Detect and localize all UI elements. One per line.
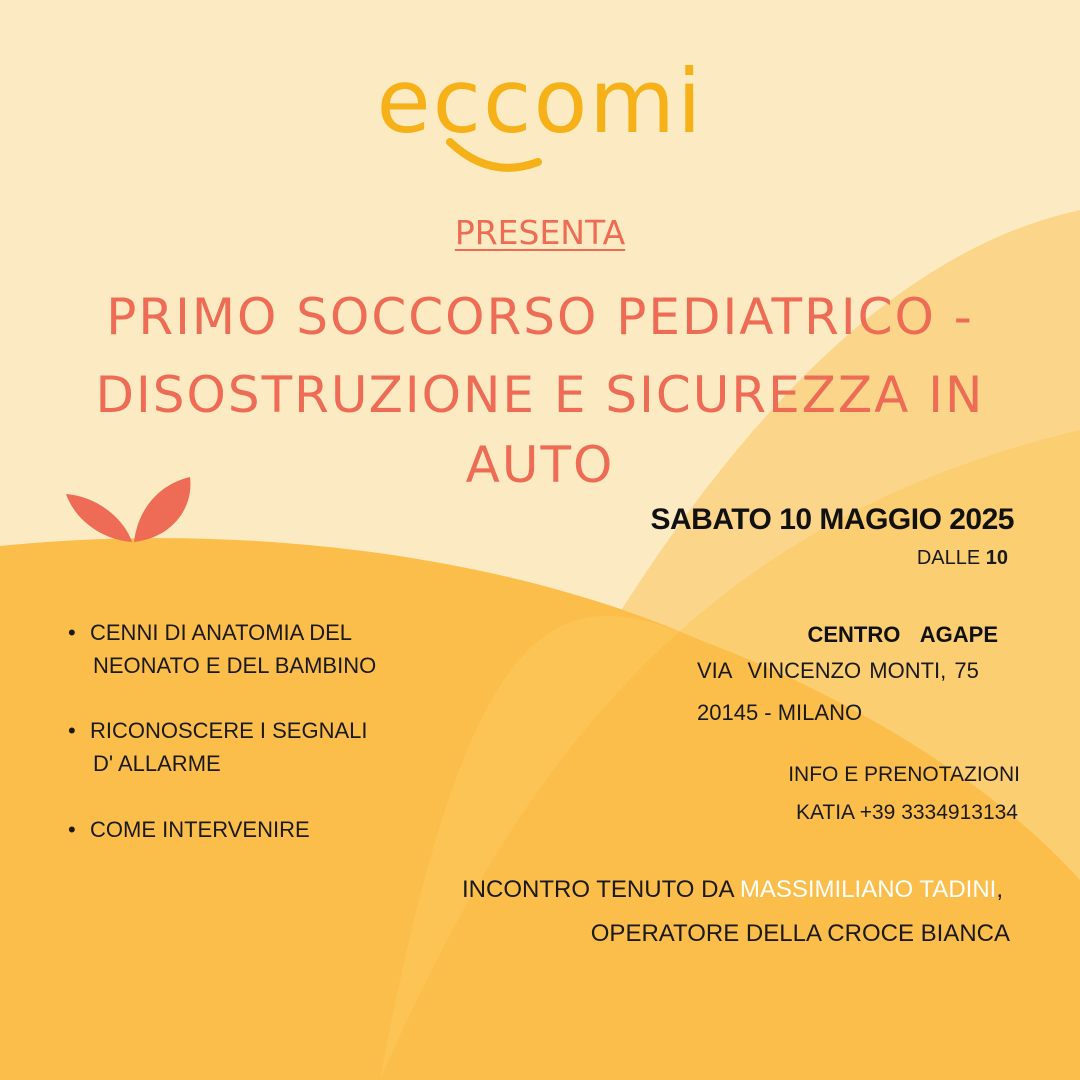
venue-address-line-2: 20145 - MILANO bbox=[697, 700, 863, 725]
speaker-role: OPERATORE DELLA CROCE BIANCA bbox=[590, 920, 1010, 947]
venue-name: CENTRO AGAPE bbox=[807, 622, 998, 647]
speaker-prefix: INCONTRO TENUTO DA bbox=[462, 876, 740, 903]
topic-list-item bbox=[68, 714, 368, 780]
topic-line-1: COME INTERVENIRE bbox=[90, 817, 310, 842]
bullet-icon: • bbox=[68, 620, 76, 645]
topic-line-2: NEONATO E DEL BAMBINO bbox=[93, 653, 377, 678]
event-title-line-2: DISOSTRUZIONE E SICUREZZA IN bbox=[95, 366, 985, 424]
logo-wordmark: eccomi bbox=[376, 50, 704, 153]
info-label: INFO E PRENOTAZIONI bbox=[788, 763, 1020, 786]
bullet-icon: • bbox=[68, 817, 76, 842]
event-time-prefix: DALLE bbox=[916, 547, 981, 569]
eccomi-logo bbox=[360, 40, 720, 175]
speaker-line bbox=[462, 876, 1003, 904]
topic-line-1: RICONOSCERE I SEGNALI bbox=[90, 718, 368, 743]
event-title-line-3: AUTO bbox=[465, 436, 615, 494]
topic-line-2: D' ALLARME bbox=[93, 751, 221, 776]
event-date: SABATO 10 MAGGIO 2025 bbox=[650, 503, 1014, 536]
bullet-icon: • bbox=[68, 718, 76, 743]
event-time bbox=[917, 547, 1008, 570]
topic-list-item bbox=[68, 616, 376, 682]
speaker-suffix: , bbox=[996, 876, 1003, 903]
leaf-left bbox=[66, 494, 132, 542]
event-time-value: 10 bbox=[985, 547, 1008, 569]
presenta-heading: PRESENTA bbox=[454, 213, 626, 252]
topic-line-1: CENNI DI ANATOMIA DEL bbox=[90, 620, 353, 645]
event-title-line-1: PRIMO SOCCORSO PEDIATRICO - bbox=[106, 288, 974, 346]
topic-list-item bbox=[68, 813, 310, 846]
venue-address-line-1: VIA VINCENZO MONTI, 75 bbox=[697, 658, 979, 683]
info-contact-phone[interactable]: KATIA +39 3334913134 bbox=[795, 801, 1018, 824]
speaker-name: MASSIMILIANO TADINI bbox=[739, 876, 997, 903]
